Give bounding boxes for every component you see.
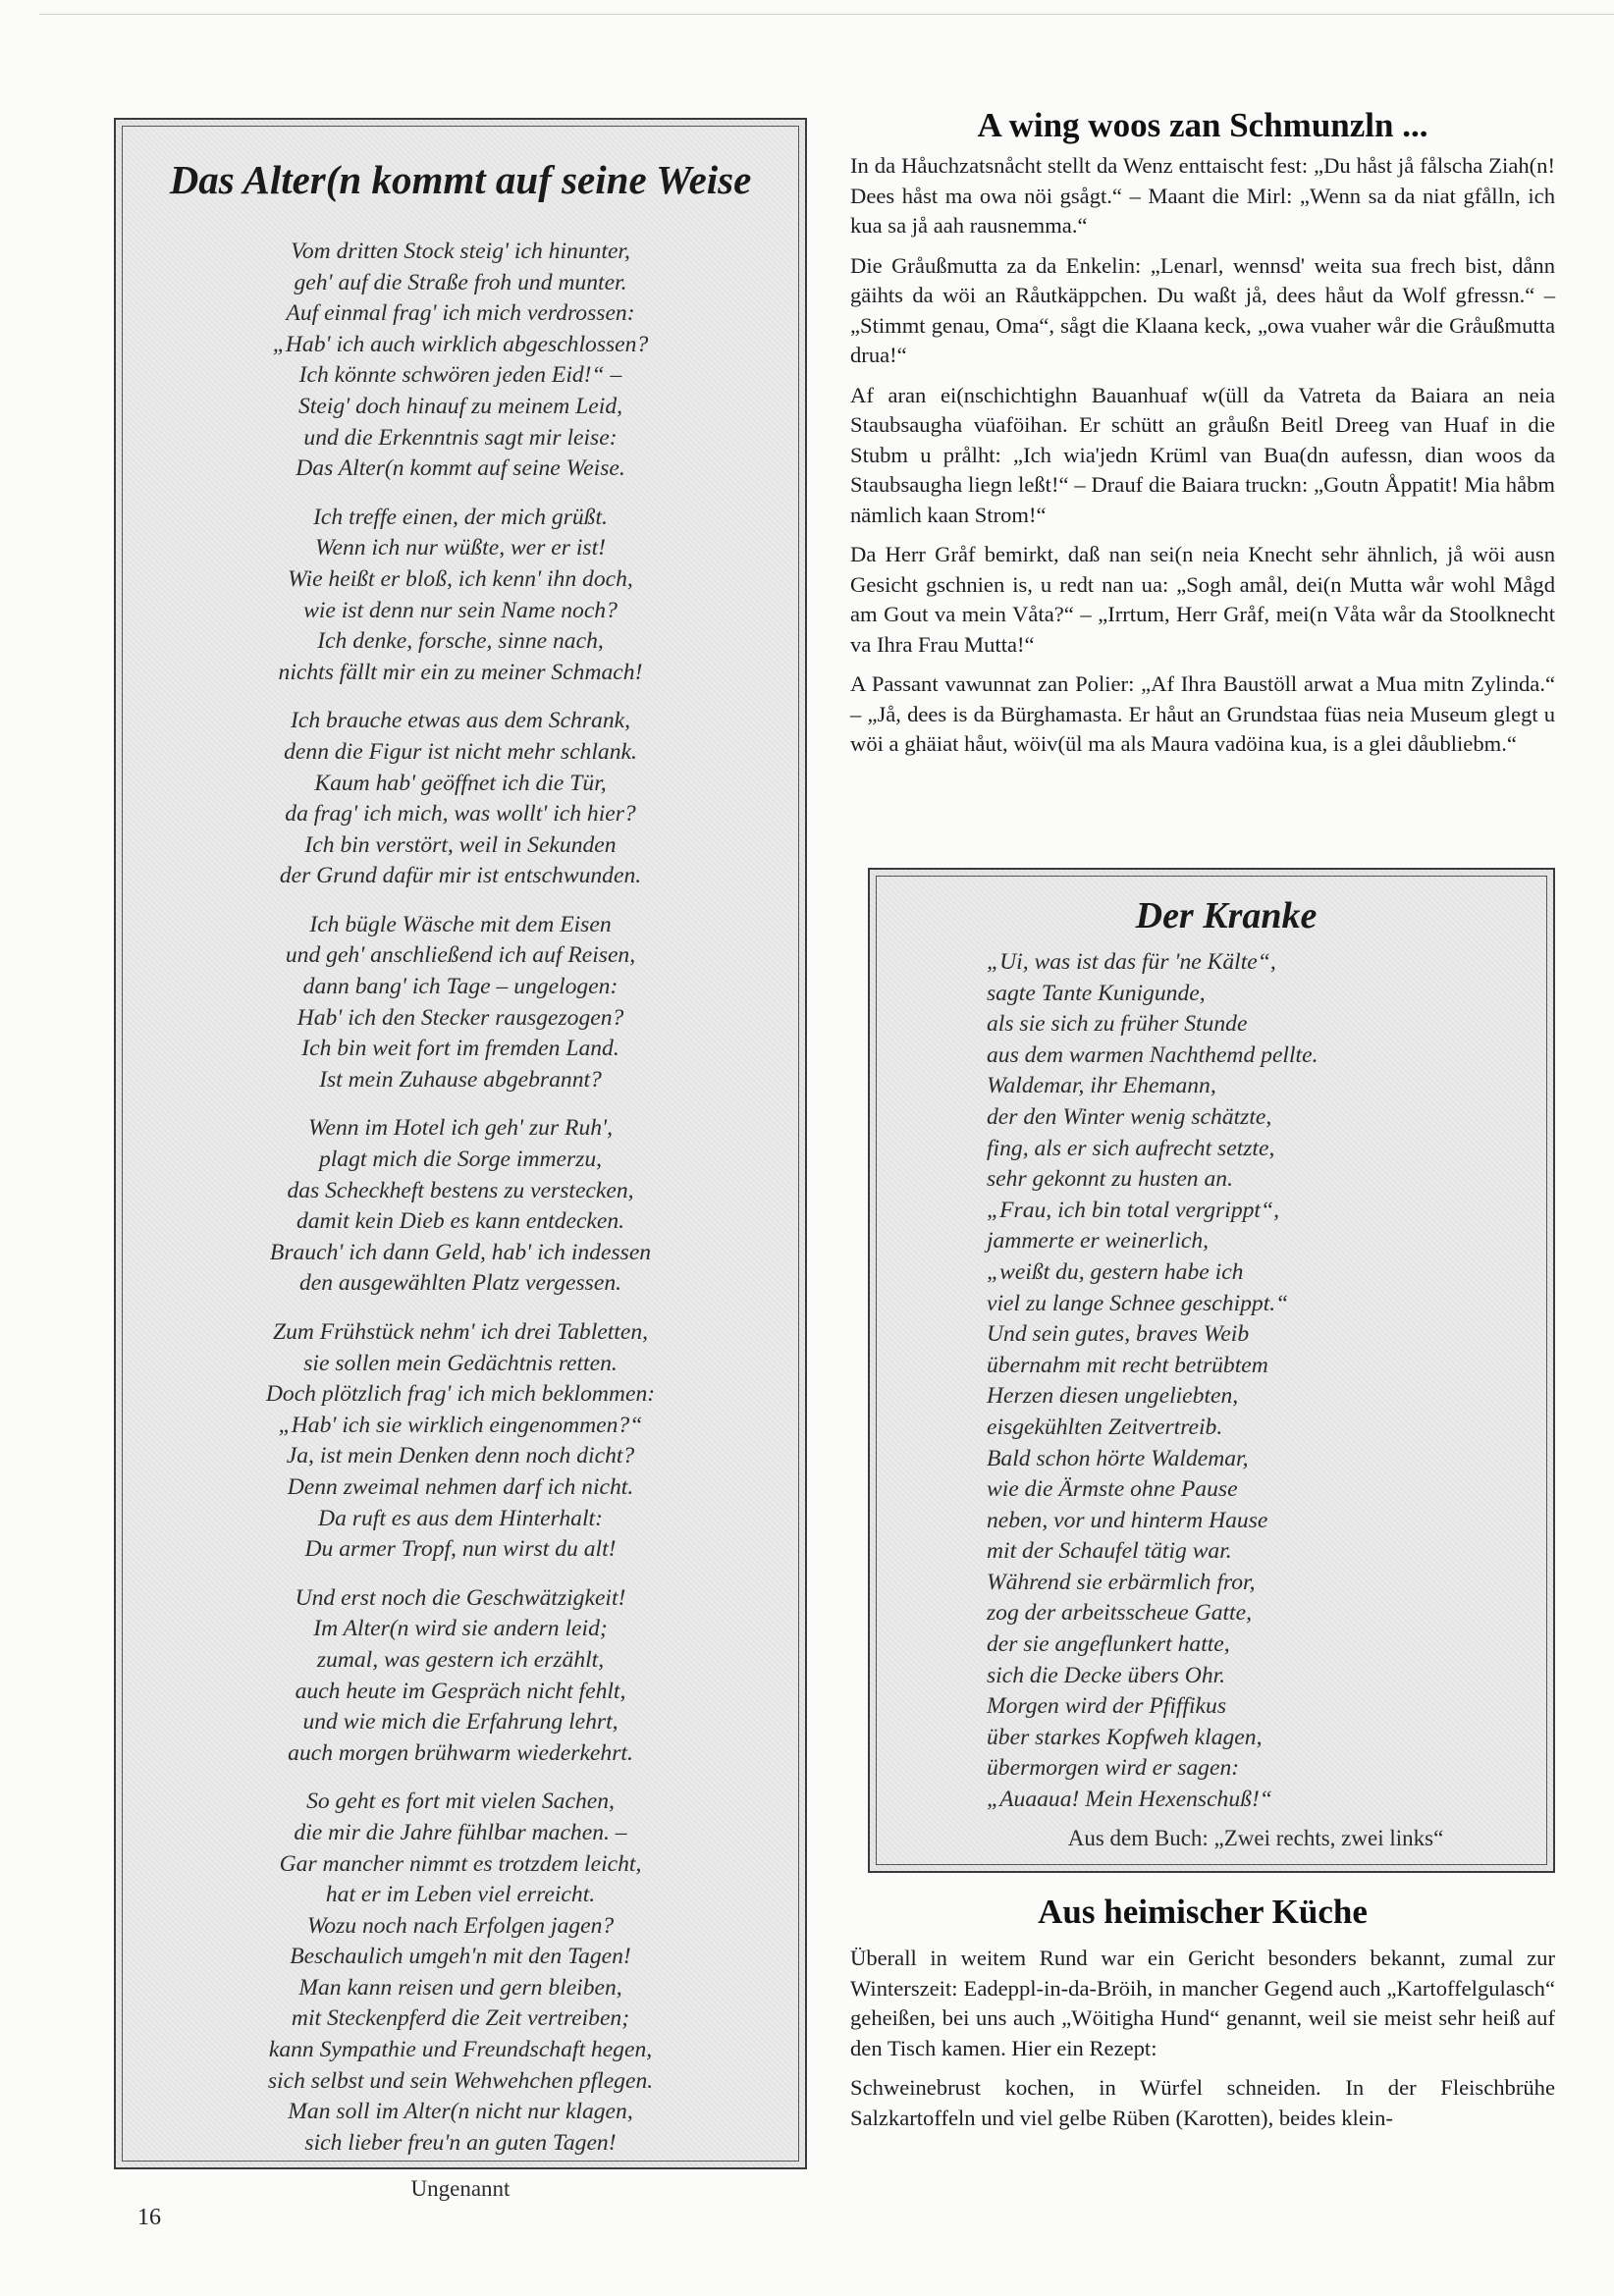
poem-line: Ich bin weit fort im fremden Land. <box>301 1036 619 1062</box>
poem-line: Auf einmal frag' ich mich verdrossen: <box>286 300 635 327</box>
kranke-poem <box>987 947 1536 1816</box>
joke-paragraph: A Passant vawunnat zan Polier: „Af Ihra Baustöll arwat a Mua mitn Zylinda.“ – „Jå, dees is da Bürghamasta. Er håut an Grundstaa füas neia Museum glegt u wöi a ghäiat håut, wöiv(ül ma als Maura vadöina kua, is a glei dåubliebm.“ <box>850 671 1555 756</box>
poem-line: nichts fällt mir ein zu meiner Schmach! <box>278 659 643 685</box>
poem-stanza <box>133 237 788 485</box>
poem-box-alter <box>114 118 807 2202</box>
kranke-line: sich die Decke übers Ohr. <box>987 1662 1226 1688</box>
kranke-line: sagte Tante Kunigunde, <box>987 980 1206 1006</box>
kranke-line: Und sein gutes, braves Weib <box>987 1321 1250 1348</box>
joke-paragraph: Da Herr Gråf bemirkt, daß nan sei(n neia Knecht sehr ähnlich, jå wöi ausn Gesicht gschnien is, u redt nan ua: „Sogh amål, dei(n Mutta wår wohl Mågd am Gout va mein Våta?“ – „Irrtum, Herr Gråf, mei(n Våta wår da Stoolknecht va Ihra Frau Mutta!“ <box>850 542 1555 657</box>
poem-line: Man kann reisen und gern bleiben, <box>298 1974 622 2001</box>
kranke-line: „Frau, ich bin total vergrippt“, <box>987 1197 1279 1223</box>
poem-line: Kaum hab' geöffnet ich die Tür, <box>314 770 607 796</box>
kranke-line: über starkes Kopfweh klagen, <box>987 1724 1263 1750</box>
section-title-kueche: Aus heimischer Küche <box>1038 1893 1368 1931</box>
poem-line: Ich bin verstört, weil in Sekunden <box>304 831 617 858</box>
poem-line: dann bang' ich Tage – ungelogen: <box>302 974 619 1000</box>
poem-line: Du armer Tropf, nun wirst du alt! <box>304 1536 617 1563</box>
poem-line: Wozu noch nach Erfolgen jagen? <box>306 1912 615 1939</box>
poem-stanza <box>133 706 788 892</box>
page-number: 16 <box>137 2205 161 2230</box>
poem-line: die mir die Jahre fühlbar machen. – <box>294 1819 627 1845</box>
kranke-line: der sie angeflunkert hatte, <box>987 1631 1230 1658</box>
poem-line: „Hab' ich sie wirklich eingenommen?“ <box>278 1412 643 1438</box>
kranke-line: Morgen wird der Pfiffikus <box>987 1693 1227 1720</box>
kranke-line: viel zu lange Schnee geschippt.“ <box>987 1290 1289 1316</box>
poem-line: und geh' anschließend ich auf Reisen, <box>285 942 636 969</box>
poem-line: Wenn ich nur wüßte, wer er ist! <box>315 535 606 561</box>
poem-line: den ausgewählten Platz vergessen. <box>298 1270 622 1297</box>
poem-stanza <box>133 1583 788 1770</box>
poem-line: das Scheckheft bestens zu verstecken, <box>287 1177 634 1203</box>
kranke-line: übernahm mit recht betrübtem <box>987 1352 1268 1378</box>
kranke-line: Waldemar, ihr Ehemann, <box>987 1073 1216 1099</box>
kranke-line: Bald schon hörte Waldemar, <box>987 1445 1249 1471</box>
poem-line: Ja, ist mein Denken denn noch dicht? <box>286 1443 635 1469</box>
poem-line: Ich brauche etwas aus dem Schrank, <box>291 708 630 734</box>
page-top-rule <box>39 14 1614 15</box>
poem-line: Zum Frühstück nehm' ich drei Tabletten, <box>272 1319 649 1345</box>
kranke-source: Aus dem Buch: „Zwei rechts, zwei links“ <box>1067 1825 1444 1850</box>
schmunzln-paragraphs <box>850 151 1555 760</box>
poem-line: Wenn im Hotel ich geh' zur Ruh', <box>307 1115 613 1142</box>
kranke-line: übermorgen wird er sagen: <box>987 1755 1240 1782</box>
kranke-line: fing, als er sich aufrecht setzte, <box>987 1135 1275 1161</box>
kranke-line: Herzen diesen ungeliebten, <box>987 1383 1239 1410</box>
kranke-line: aus dem warmen Nachthemd pellte. <box>987 1041 1318 1068</box>
poem-line: auch morgen brühwarm wiederkehrt. <box>288 1739 633 1766</box>
poem-line: Wie heißt er bloß, ich kenn' ihn doch, <box>288 565 633 592</box>
poem-line: „Hab' ich auch wirklich abgeschlossen? <box>272 331 649 357</box>
poem-line: wie ist denn nur sein Name noch? <box>303 597 618 623</box>
kranke-line: sehr gekonnt zu husten an. <box>987 1166 1233 1193</box>
poem-line: sie sollen mein Gedächtnis retten. <box>303 1350 618 1376</box>
poem-title: Das Alter(n kommt auf seine Weise <box>169 157 752 202</box>
poem-line: Ich treffe einen, der mich grüßt. <box>313 504 608 530</box>
kranke-line: Während sie erbärmlich fror, <box>987 1569 1256 1595</box>
poem-line: sich selbst und sein Wehwehchen pflegen. <box>267 2067 654 2094</box>
kranke-line: „Ui, was ist das für 'ne Kälte“, <box>987 949 1276 975</box>
poem-line: Da ruft es aus dem Hinterhalt: <box>318 1505 603 1531</box>
poem-line: geh' auf die Straße froh und munter. <box>294 269 627 295</box>
kranke-line: „Auaaua! Mein Hexenschuß!“ <box>987 1787 1272 1813</box>
poem-line: Man soll im Alter(n nicht nur klagen, <box>288 2099 633 2125</box>
kranke-line: wie die Ärmste ohne Pause <box>987 1476 1238 1503</box>
poem-stanza <box>133 503 788 689</box>
kranke-line: jammerte er weinerlich, <box>987 1228 1210 1255</box>
joke-paragraph: Af aran ei(nschichtighn Bauanhuaf w(üll da Vatreta da Baiara an neia Staubsaugha vüaföihan. Er schütt an gråußn Beitl Dreeg van Huaf in die Stubm u prålht: „Ich wia'jedn Krüml van Bua(dn aufessn, dian woos da Staubsaugha liegn leßt!“ – Drauf die Baiara truckn: „Goutn Åppatit! Mia håbm nämlich kaan Strom!“ <box>850 382 1555 527</box>
kranke-line: als sie sich zu früher Stunde <box>987 1011 1248 1038</box>
poem-line: kann Sympathie und Freundschaft hegen, <box>268 2037 653 2063</box>
poem-line: Brauch' ich dann Geld, hab' ich indessen <box>269 1239 652 1265</box>
poem-line: denn die Figur ist nicht mehr schlank. <box>284 738 637 765</box>
poem-stanza <box>133 1317 788 1566</box>
kranke-line: „weißt du, gestern habe ich <box>987 1258 1244 1285</box>
poem-box-inner <box>122 126 799 2202</box>
kranke-title: Der Kranke <box>1135 895 1318 936</box>
joke-paragraph: In da Håuchzatsnåcht stellt da Wenz enttaischt fest: „Du håst jå fålscha Ziah(n! Dees håst ma owa nöi gsågt.“ – Maant die Mirl: „Wenn sa da niat gfålln, ich kua sa jå aah rausnemma.“ <box>850 153 1555 238</box>
poem-stanza <box>133 910 788 1096</box>
poem-line: hat er im Leben viel erreicht. <box>325 1882 596 1908</box>
section-schmunzln <box>850 106 1555 770</box>
kranke-line: eisgekühlten Zeitvertreib. <box>987 1414 1223 1440</box>
poem-line: Steig' doch hinauf zu meinem Leid, <box>297 393 623 419</box>
poem-line: der Grund dafür mir ist entschwunden. <box>279 863 642 889</box>
poem-line: Ich denke, forsche, sinne nach, <box>317 628 604 655</box>
poem-line: Gar mancher nimmt es trotzdem leicht, <box>279 1850 642 1877</box>
poem-line: zumal, was gestern ich erzählt, <box>316 1646 605 1673</box>
poem-line: und die Erkenntnis sagt mir leise: <box>303 424 618 451</box>
poem-line: Im Alter(n wird sie andern leid; <box>313 1616 608 1642</box>
recipe-paragraph: Überall in weitem Rund war ein Gericht besonders bekannt, zumal zur Winterszeit: Eadeppl-in-da-Bröih, in mancher Gegend auch „Kartoffelgulasch“ geheißen, bei uns auch „Wöitigha Hund“ genannt, weil sie meist sehr heiß auf den Tisch kamen. Hier ein Rezept: <box>850 1946 1555 2060</box>
poem-line: Ich könnte schwören jeden Eid!“ – <box>298 362 622 389</box>
poem-attribution: Ungenannt <box>410 2176 511 2202</box>
recipe-paragraph: Schweinebrust kochen, in Würfel schneiden. In der Fleischbrühe Salzkartoffeln und viel gelbe Rüben (Karotten), beides klein- <box>850 2075 1555 2130</box>
kranke-line: mit der Schaufel tätig war. <box>987 1538 1232 1565</box>
poem-line: und wie mich die Erfahrung lehrt, <box>302 1709 619 1735</box>
poem-line: sich lieber freu'n an guten Tagen! <box>304 2129 617 2156</box>
kueche-paragraphs <box>850 1944 1555 2133</box>
poem-stanza <box>133 1113 788 1300</box>
poem-line: Hab' ich den Stecker rausgezogen? <box>296 1004 624 1031</box>
poem-stanzas <box>133 237 788 2159</box>
poem-line: damit kein Dieb es kann entdecken. <box>296 1208 625 1235</box>
poem-line: Das Alter(n kommt auf seine Weise. <box>296 455 625 482</box>
poem-line: Beschaulich umgeh'n mit den Tagen! <box>290 1944 631 1970</box>
section-title-schmunzln: A wing woos zan Schmunzln ... <box>977 106 1428 144</box>
poem-box-kranke <box>868 868 1555 1873</box>
poem-line: auch heute im Gespräch nicht fehlt, <box>295 1678 626 1704</box>
poem-stanza <box>133 1787 788 2159</box>
kranke-line: der den Winter wenig schätzte, <box>987 1103 1272 1130</box>
kranke-line: neben, vor und hinterm Hause <box>987 1507 1268 1533</box>
poem-line: mit Steckenpferd die Zeit vertreiben; <box>291 2005 630 2032</box>
poem-line: Ist mein Zuhause abgebrannt? <box>319 1066 602 1093</box>
poem-line: So geht es fort mit vielen Sachen, <box>306 1789 615 1815</box>
joke-paragraph: Die Gråußmutta za da Enkelin: „Lenarl, wennsd' weita sua frech bist, dånn gäihts da wöi an Råutkäppchen. Du waßt jå, dees håut da Wolf gfressn.“ – „Stimmt genau, Oma“, sågt die Klaana keck, „owa vuaher wår die Gråußmutta drua!“ <box>850 252 1555 367</box>
poem-line: Doch plötzlich frag' ich mich beklommen: <box>265 1381 656 1408</box>
poem-line: Vom dritten Stock steig' ich hinunter, <box>291 239 630 264</box>
poem-line: Ich bügle Wäsche mit dem Eisen <box>309 911 612 937</box>
section-kueche <box>850 1893 1555 2143</box>
poem-line: da frag' ich mich, was wollt' ich hier? <box>285 801 636 828</box>
poem-box-inner <box>876 876 1547 1865</box>
kranke-line: zog der arbeitsscheue Gatte, <box>987 1600 1252 1627</box>
poem-line: Und erst noch die Geschwätzigkeit! <box>295 1584 626 1611</box>
poem-line: plagt mich die Sorge immerzu, <box>318 1147 603 1173</box>
poem-line: Denn zweimal nehmen darf ich nicht. <box>287 1473 634 1500</box>
